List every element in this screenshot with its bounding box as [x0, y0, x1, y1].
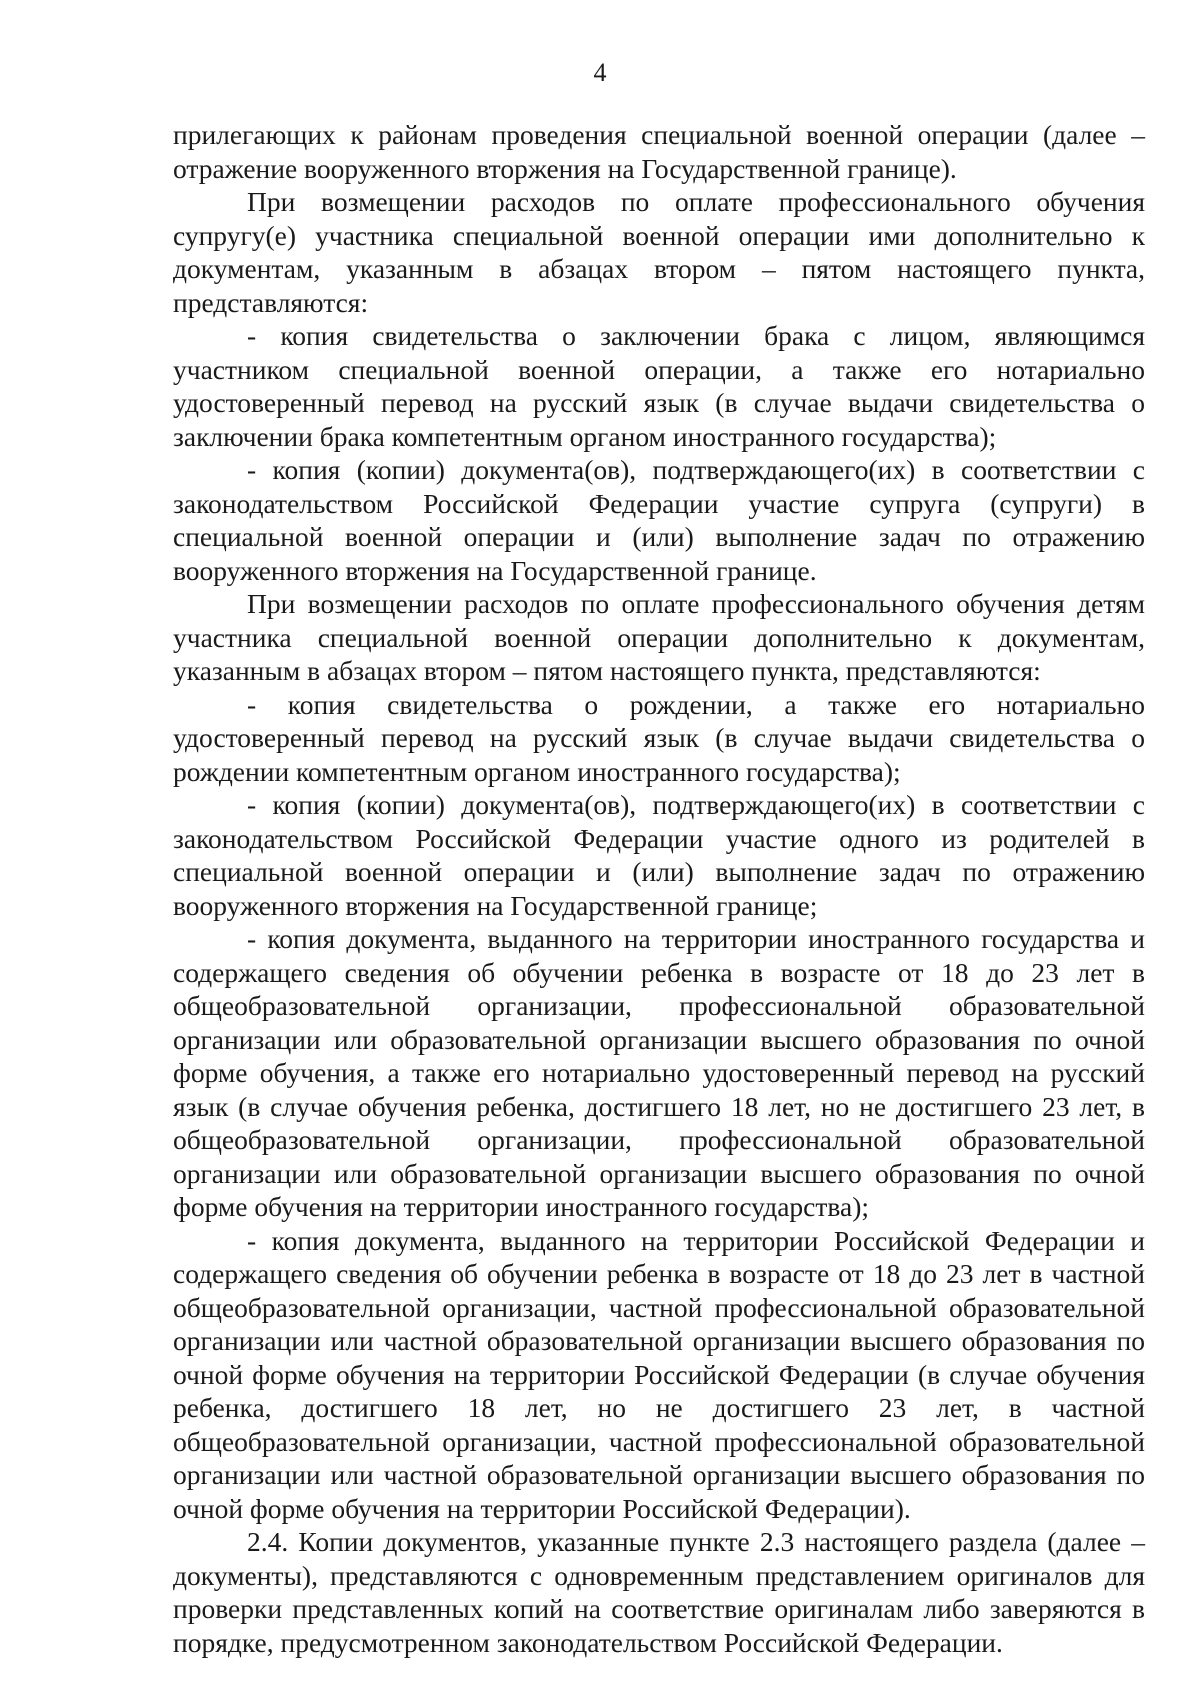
paragraph-9: - копия документа, выданного на территории Российской Федерации и содержащего сведения об обучении ребенка в возрасте от 18 до 23 лет в частной общеобразовательной организации, частной профессиональной образовательной организации или частной образовательной организации высшего образования по очной форме обучения на территории Российской Федерации (в случае обучения ребенка, достигшего 18 лет, но не достигшего 23 лет, в частной общеобразовательной организации, частной профессиональной образовательной организации или частной образовательной организации высшего образования по очной форме обучения на территории Российской Федерации). — [173, 1224, 1145, 1524]
paragraph-6: - копия свидетельства о рождении, а также его нотариально удостоверенный перевод на русский язык (в случае выдачи свидетельства о рождении компетентным органом иностранного государства); — [173, 688, 1145, 787]
paragraph-10: 2.4. Копии документов, указанные пункте 2.3 настоящего раздела (далее – документы), представляются с одновременным представлением оригиналов для проверки представленных копий на соответствие оригиналам либо заверяются в порядке, предусмотренном законодательством Российской Федерации. — [173, 1526, 1145, 1658]
paragraph-2: При возмещении расходов по оплате профессионального обучения супругу(е) участника специальной военной операции ими дополнительно к документам, указанным в абзацах втором – пятом настоящего пункта, представляются: — [173, 186, 1145, 318]
paragraph-7: - копия (копии) документа(ов), подтверждающего(их) в соответствии с законодательством Российской Федерации участие одного из родителей в специальной военной операции и (или) выполнение задач по отражению вооруженного вторжения на Государственной границе; — [173, 789, 1145, 921]
paragraph-8: - копия документа, выданного на территории иностранного государства и содержащего сведения об обучении ребенка в возрасте от 18 до 23 лет в общеобразовательной организации, профессиональной образовательной организации или образовательной организации высшего образования по очной форме обучения, а также его нотариально удостоверенный перевод на русский язык (в случае обучения ребенка, достигшего 18 лет, но не достигшего 23 лет, в общеобразовательной организации, профессиональной образовательной организации или образовательной организации высшего образования по очной форме обучения на территории иностранного государства); — [173, 923, 1145, 1222]
document-body — [173, 118, 1145, 1659]
page-number: 4 — [593, 58, 607, 87]
paragraph-4: - копия (копии) документа(ов), подтверждающего(их) в соответствии с законодательством Российской Федерации участие супруга (супруги) в специальной военной операции и (или) выполнение задач по отражению вооруженного вторжения на Государственной границе. — [173, 454, 1145, 586]
paragraph-3: - копия свидетельства о заключении брака с лицом, являющимся участником специальной военной операции, а также его нотариально удостоверенный перевод на русский язык (в случае выдачи свидетельства о заключении брака компетентным органом иностранного государства); — [173, 320, 1145, 452]
paragraph-5: При возмещении расходов по оплате профессионального обучения детям участника специальной военной операции дополнительно к документам, указанным в абзацах втором – пятом настоящего пункта, представляются: — [173, 588, 1145, 686]
paragraph-1: прилегающих к районам проведения специальной военной операции (далее – отражение вооруженного вторжения на Государственной границе). — [173, 119, 1145, 184]
